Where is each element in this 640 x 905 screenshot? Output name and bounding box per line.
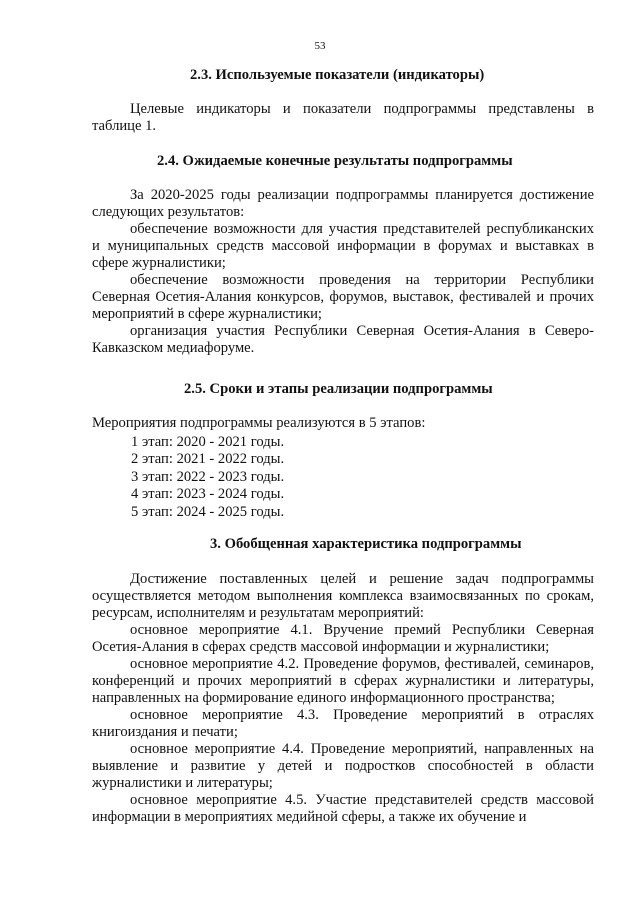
list-item: 1 этап: 2020 - 2021 годы. (131, 434, 285, 450)
paragraph: основное мероприятие 4.1. Вручение премий Республики Северная Осетия-Алания в сферах средств массовой информации и журналистики; (92, 622, 594, 655)
paragraph: обеспечение возможности для участия представителей республиканских и муниципальных средств массовой информации в форумах и выставках в сфере журналистики; (92, 221, 594, 271)
list-item: 3 этап: 2022 - 2023 годы. (131, 468, 285, 485)
paragraph: Достижение поставленных целей и решение задач подпрограммы осуществляется методом выполнения комплекса взаимосвязанных по срокам, ресурсам, исполнителям и результатам мероприятий: (92, 571, 594, 621)
heading-2-5: 2.5. Сроки и этапы реализации подпрограммы (184, 381, 493, 397)
paragraph: основное мероприятие 4.4. Проведение мероприятий, направленных на выявление и развитие у детей и подростков способностей в области журналистики и литературы; (92, 741, 594, 791)
paragraph: организация участия Республики Северная Осетия-Алания в Северо-Кавказском медиафоруме. (92, 323, 594, 356)
paragraph: основное мероприятие 4.5. Участие представителей средств массовой информации в мероприятиях медийной сферы, а также их обучение и (92, 792, 594, 825)
section-2-5-intro (92, 415, 594, 432)
heading-2-4: 2.4. Ожидаемые конечные результаты подпрограммы (157, 153, 513, 169)
paragraph: Мероприятия подпрограммы реализуются в 5 этапов: (92, 415, 426, 431)
page-number: 53 (314, 40, 326, 52)
list-item: 4 этап: 2023 - 2024 годы. (131, 486, 285, 503)
stages-list (131, 434, 284, 521)
paragraph: За 2020-2025 годы реализации подпрограммы планируется достижение следующих результатов: (92, 187, 594, 220)
paragraph: обеспечение возможности проведения на территории Республики Северная Осетия-Алания конкурсов, форумов, выставок, фестивалей и прочих мероприятий в сфере журналистики; (92, 272, 594, 322)
paragraph: основное мероприятие 4.2. Проведение форумов, фестивалей, семинаров, конференций и прочих мероприятий в сферах журналистики и литературы, направленных на формирование единого информационного пространства; (92, 656, 594, 706)
paragraph: Целевые индикаторы и показатели подпрограммы представлены в таблице 1. (92, 101, 594, 134)
section-2-3-body (92, 101, 594, 135)
heading-3: 3. Обобщенная характеристика подпрограммы (210, 536, 522, 552)
section-2-4-body (92, 187, 594, 357)
paragraph: основное мероприятие 4.3. Проведение мероприятий в отраслях книгоиздания и печати; (92, 707, 594, 740)
section-3-body (92, 571, 594, 826)
list-item: 2 этап: 2021 - 2022 годы. (131, 451, 285, 468)
list-item: 5 этап: 2024 - 2025 годы. (131, 503, 285, 520)
heading-2-3: 2.3. Используемые показатели (индикаторы) (190, 67, 485, 83)
